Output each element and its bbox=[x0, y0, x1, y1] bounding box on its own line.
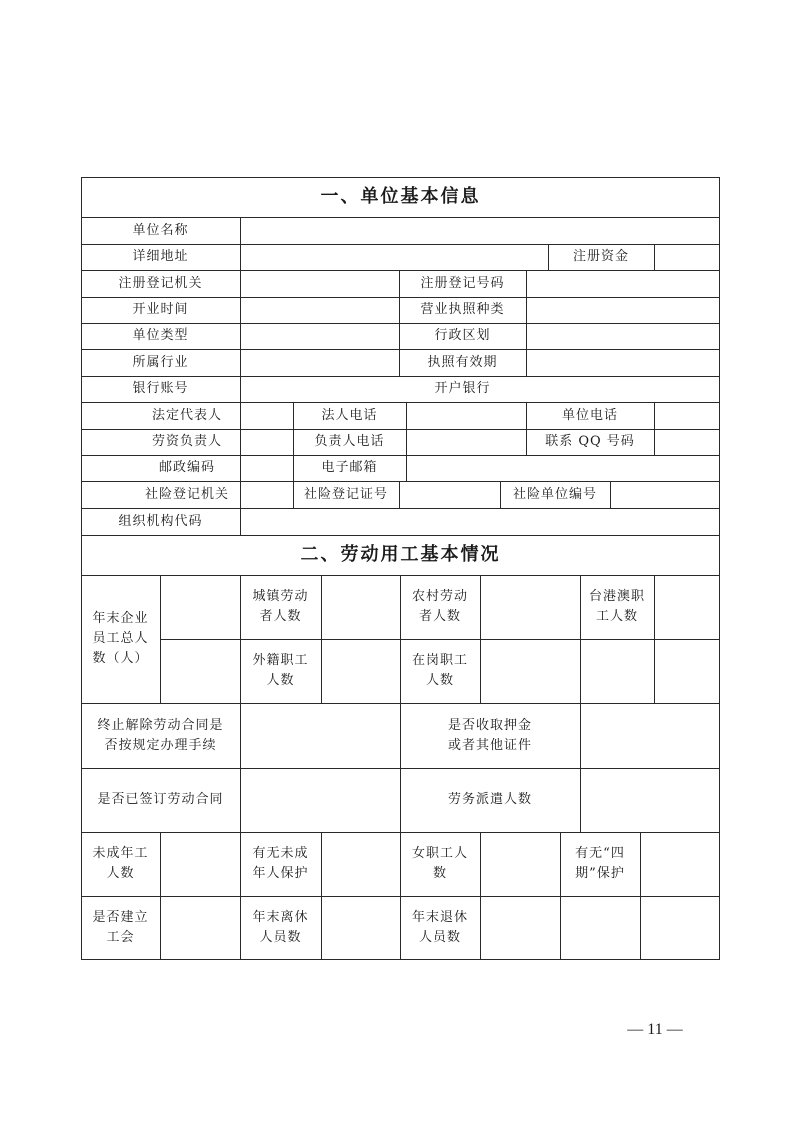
retired-off-label: 年末离休 人员数 bbox=[252, 909, 309, 945]
labor-manager-label: 劳资负责人 bbox=[151, 434, 222, 449]
retired-field[interactable] bbox=[481, 897, 560, 959]
blank-field-1[interactable] bbox=[561, 897, 640, 959]
registration-number-field[interactable] bbox=[527, 271, 719, 297]
deposit-field[interactable] bbox=[581, 704, 719, 768]
on-post-label: 在岗职工 人数 bbox=[411, 653, 468, 688]
blank-field-2[interactable] bbox=[641, 897, 719, 959]
union-label: 是否建立 工会 bbox=[92, 909, 149, 945]
bank-account-field[interactable] bbox=[241, 377, 399, 402]
registration-authority-field[interactable] bbox=[241, 271, 399, 297]
registration-number-label: 注册登记号码 bbox=[420, 275, 505, 291]
hk-macao-tw-field[interactable] bbox=[655, 576, 719, 639]
minors-label: 未成年工 人数 bbox=[92, 846, 149, 881]
postal-code-label: 邮政编码 bbox=[158, 460, 215, 475]
dispatch-label: 劳务派遣人数 bbox=[447, 792, 532, 807]
industry-label: 所属行业 bbox=[132, 354, 189, 370]
total-staff-label: 年末企业 员工总人 数（人） bbox=[92, 611, 149, 666]
contact-qq-field[interactable] bbox=[655, 430, 719, 455]
bank-label: 开户银行 bbox=[434, 381, 491, 396]
industry-field[interactable] bbox=[241, 350, 399, 376]
minors-field[interactable] bbox=[161, 833, 240, 896]
si-authority-label: 社险登记机关 bbox=[144, 486, 229, 502]
opening-date-field[interactable] bbox=[241, 298, 399, 323]
si-unit-no-label: 社险单位编号 bbox=[512, 486, 597, 502]
opening-date-label: 开业时间 bbox=[132, 302, 189, 317]
termination-field[interactable] bbox=[241, 704, 400, 768]
female-workers-label: 女职工人 数 bbox=[411, 846, 468, 881]
unit-type-label: 单位类型 bbox=[132, 328, 189, 343]
legal-rep-label: 法定代表人 bbox=[151, 407, 222, 423]
registration-authority-label: 注册登记机关 bbox=[118, 275, 203, 291]
email-label: 电子邮箱 bbox=[321, 460, 378, 475]
legal-phone-label: 法人电话 bbox=[321, 407, 378, 423]
org-code-label: 组织机构代码 bbox=[118, 513, 203, 529]
unit-phone-label: 单位电话 bbox=[561, 407, 618, 423]
contract-signed-field[interactable] bbox=[241, 769, 400, 832]
termination-label: 终止解除劳动合同是 否按规定办理手续 bbox=[97, 717, 224, 753]
license-type-field[interactable] bbox=[527, 298, 719, 323]
si-unit-no-field[interactable] bbox=[611, 482, 719, 508]
rural-workers-label: 农村劳动 者人数 bbox=[411, 589, 468, 624]
hk-macao-tw-label: 台港澳职 工人数 bbox=[588, 589, 645, 624]
bank-field[interactable] bbox=[527, 377, 719, 402]
four-period-field[interactable] bbox=[641, 833, 719, 896]
unit-type-field[interactable] bbox=[241, 324, 399, 349]
si-cert-field[interactable] bbox=[400, 482, 500, 508]
registered-capital-label: 注册资金 bbox=[572, 249, 629, 264]
female-workers-field[interactable] bbox=[481, 833, 560, 896]
unit-name-field[interactable] bbox=[241, 218, 719, 244]
legal-phone-field[interactable] bbox=[407, 403, 526, 429]
license-validity-field[interactable] bbox=[527, 350, 719, 376]
total-staff-field-1[interactable] bbox=[161, 576, 240, 639]
unit-phone-field[interactable] bbox=[655, 403, 719, 429]
retired-off-field[interactable] bbox=[322, 897, 400, 959]
address-label: 详细地址 bbox=[132, 249, 189, 264]
manager-phone-field[interactable] bbox=[407, 430, 526, 455]
four-period-label: 有无“四 期”保护 bbox=[575, 846, 625, 881]
license-validity-label: 执照有效期 bbox=[427, 354, 498, 370]
on-post-field[interactable] bbox=[481, 640, 580, 703]
license-type-label: 营业执照种类 bbox=[420, 302, 505, 317]
registration-form bbox=[81, 177, 720, 960]
page-number: — 11 — bbox=[627, 1021, 683, 1038]
section1-title: 一、单位基本信息 bbox=[320, 186, 481, 207]
minor-protection-field[interactable] bbox=[322, 833, 400, 896]
urban-workers-label: 城镇劳动 者人数 bbox=[252, 589, 309, 624]
extra-field-2[interactable] bbox=[655, 640, 719, 703]
bank-account-label: 银行账号 bbox=[132, 381, 189, 396]
contract-signed-label: 是否已签订劳动合同 bbox=[97, 792, 224, 807]
admin-region-label: 行政区划 bbox=[434, 328, 491, 343]
extra-field[interactable] bbox=[581, 640, 654, 703]
admin-region-field[interactable] bbox=[527, 324, 719, 349]
foreign-staff-field[interactable] bbox=[322, 640, 400, 703]
si-cert-label: 社险登记证号 bbox=[303, 486, 388, 502]
unit-name-label: 单位名称 bbox=[132, 222, 189, 238]
org-code-field[interactable] bbox=[241, 509, 719, 535]
minor-protection-label: 有无未成 年人保护 bbox=[252, 846, 309, 881]
registered-capital-field[interactable] bbox=[655, 245, 719, 270]
deposit-label: 是否收取押金 或者其他证件 bbox=[447, 717, 532, 753]
retired-label: 年末退休 人员数 bbox=[411, 909, 468, 945]
email-field[interactable] bbox=[407, 456, 719, 481]
urban-workers-field[interactable] bbox=[322, 576, 400, 639]
rural-workers-field[interactable] bbox=[481, 576, 580, 639]
manager-phone-label: 负责人电话 bbox=[314, 434, 385, 449]
total-staff-field-2[interactable] bbox=[161, 640, 240, 703]
foreign-staff-label: 外籍职工 人数 bbox=[252, 653, 309, 688]
section2-title: 二、劳动用工基本情况 bbox=[300, 544, 501, 565]
address-field[interactable] bbox=[241, 245, 548, 270]
dispatch-field[interactable] bbox=[581, 769, 719, 832]
union-field[interactable] bbox=[161, 897, 240, 959]
contact-qq-label: 联系 QQ 号码 bbox=[545, 434, 635, 449]
